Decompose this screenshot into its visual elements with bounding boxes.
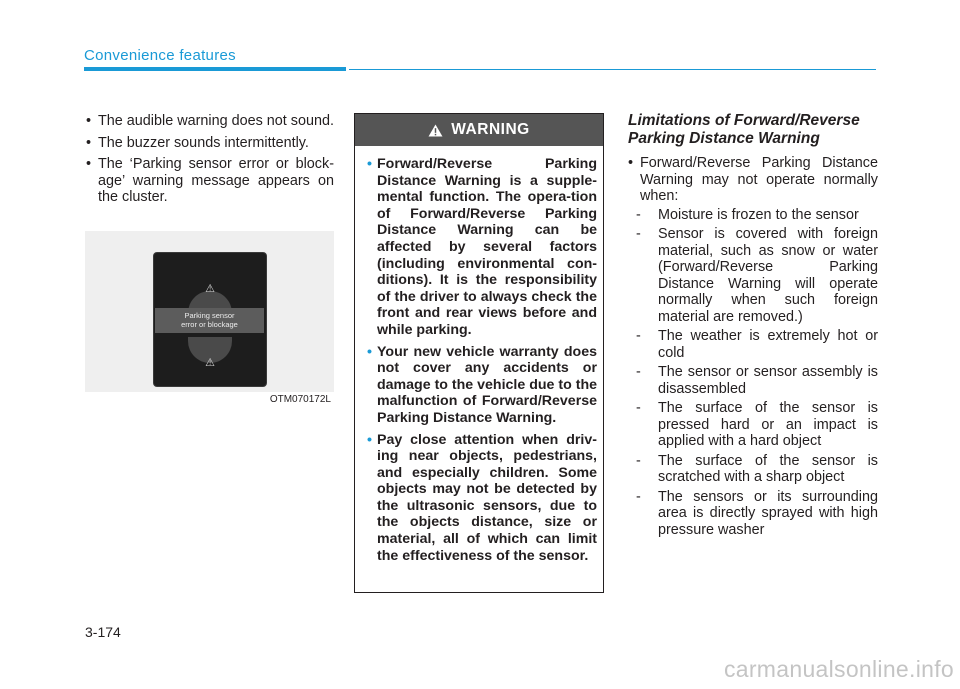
condition-item: - Sensor is covered with foreign material, such as snow or water (Forward/Reverse Parking Distance Warning will operate normally when such foreign material are removed.)	[636, 226, 878, 325]
warning-header	[355, 114, 603, 146]
header-rule-thick	[84, 67, 346, 71]
condition-item: - The weather is extremely hot or cold	[636, 328, 878, 361]
cluster-message-line2: error or blockage	[181, 320, 238, 329]
condition-item: - Moisture is frozen to the sensor	[636, 206, 859, 223]
warning-box	[354, 113, 604, 593]
condition-item: - The sensor or sensor assembly is disassembled	[636, 364, 878, 397]
warning-item: • Your new vehicle warranty does not cover any accidents or damage to the vehicle due to the malfunction of Forward/Reverse Parking Distance Warning.	[367, 344, 597, 427]
figure-caption: OTM070172L	[269, 394, 331, 405]
warning-icon	[428, 124, 443, 137]
page-number: 3-174	[85, 624, 121, 640]
warning-triangle-icon: ⚠	[205, 283, 215, 295]
warning-item: • Pay close attention when driv-ing near objects, pedestrians, and especially children. Some objects may not be detected by the ultrasonic sensors, due to the objects distance, size or material, all of which can limit the effectiveness of the sensor.	[367, 432, 597, 565]
condition-item: - The surface of the sensor is scratched with a sharp object	[636, 452, 878, 485]
symptom-list	[86, 113, 334, 211]
watermark: carmanualsonline.info	[723, 656, 954, 682]
limitations-heading: Limitations of Forward/Reverse Parking Distance Warning	[628, 112, 860, 147]
cluster-figure	[85, 231, 334, 405]
cluster-message	[155, 308, 264, 333]
warning-item: • Forward/Reverse Parking Distance Warning is a supple-mental function. The opera-tion of Forward/Reverse Parking Distance Warning can be affected by several factors (including environmental con-ditions). It is the responsibility of the driver to always check the front and rear views before and while parking.	[367, 156, 597, 339]
warning-body	[355, 146, 603, 564]
warning-title: WARNING	[451, 121, 530, 138]
limitations-section	[628, 112, 878, 541]
condition-item: - The sensors or its surrounding area is directly sprayed with high pressure washer	[636, 488, 878, 538]
warning-triangle-icon: ⚠	[205, 357, 215, 369]
list-item: • The buzzer sounds intermittently.	[86, 135, 334, 152]
header-rule-thin	[349, 69, 876, 70]
cluster-message-line1: Parking sensor	[184, 311, 235, 320]
section-title: Convenience features	[84, 47, 236, 64]
list-item: • The audible warning does not sound.	[86, 113, 334, 130]
limitations-intro: • Forward/Reverse Parking Distance Warning may not operate normally when:	[628, 155, 878, 205]
cluster-display	[153, 252, 267, 387]
list-item: • The ‘Parking sensor error or block-age’ warning message appears on the cluster.	[86, 156, 334, 206]
condition-item: - The surface of the sensor is pressed hard or an impact is applied with a hard object	[636, 400, 878, 449]
